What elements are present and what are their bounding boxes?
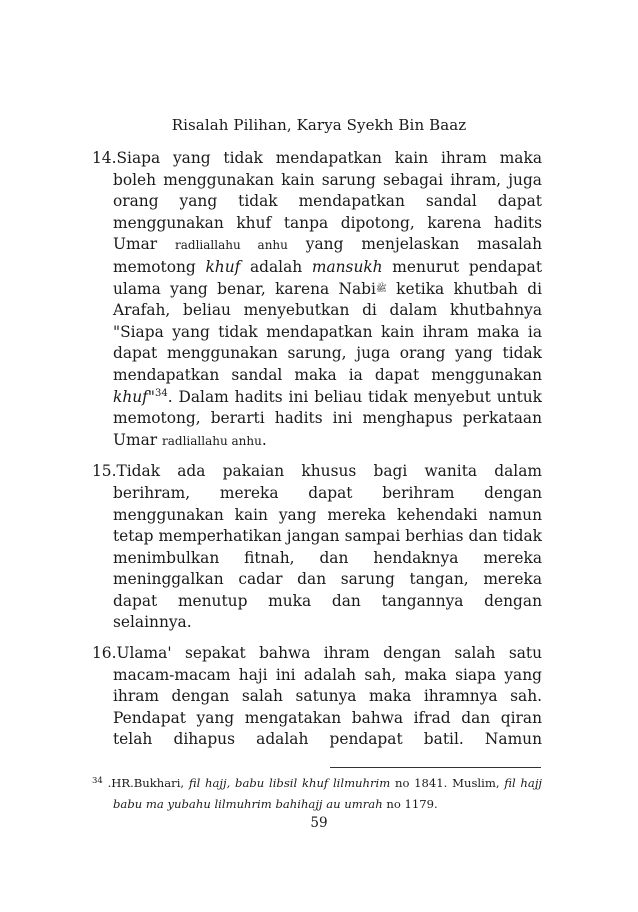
- footnote-italic: fil hajj babu ma yubahu lilmuhrim bahihajj au umrah: [113, 776, 543, 811]
- footnote: [92, 773, 542, 815]
- salawat-symbol: ﷺ: [375, 283, 387, 294]
- body-text: [92, 148, 542, 751]
- list-item-14: [92, 148, 542, 452]
- item-text: yang menjelaskan masalah memotong: [113, 235, 542, 276]
- footnote-text: .HR.Bukhari,: [102, 776, 189, 790]
- item-text: . Dalam hadits ini beliau tidak menyebut untuk memotong, berarti hadits ini menghapus perkataan Umar: [113, 387, 542, 449]
- item-number: 15.: [92, 462, 117, 481]
- footnote-italic: fil hajj, babu libsil khuf lilmuhrim: [188, 776, 391, 790]
- italic-term: khuf: [205, 257, 241, 276]
- list-item-15: [92, 461, 542, 634]
- item-text: Ulama' sepakat bahwa ihram dengan salah satu macam-macam haji ini adalah sah, maka siapa yang ihram dengan salah satunya maka ihramnya sah. Pendapat yang mengatakan bahwa ifrad dan qiran telah dihapus adalah pendapat batil. Namun: [113, 644, 542, 749]
- footnote-number: 34: [92, 776, 103, 786]
- item-text: ": [147, 387, 155, 406]
- page-number: 59: [310, 815, 328, 831]
- honorific-text: radliallahu anhu: [162, 433, 262, 448]
- item-text: adalah: [240, 257, 312, 276]
- footnote-text: no 1179.: [382, 797, 438, 811]
- list-item-16: [92, 643, 542, 751]
- footnote-reference[interactable]: 34: [154, 387, 168, 399]
- item-number: 14.: [92, 149, 117, 167]
- running-header: Risalah Pilihan, Karya Syekh Bin Baaz: [171, 116, 467, 134]
- item-text: .: [261, 430, 267, 449]
- footnote-divider: [330, 767, 541, 768]
- item-number: 16.: [92, 644, 117, 663]
- item-text: Siapa yang tidak mendapatkan kain ihram maka boleh menggunakan kain sarung sebagai ihram, juga orang yang tidak mendapatkan sandal dapat menggunakan khuf tanpa dipotong, karena hadits Umar: [113, 149, 542, 254]
- honorific-text: radliallahu anhu: [175, 238, 288, 253]
- item-text: menurut pendapat ulama yang benar, karena Nabi: [113, 257, 543, 298]
- italic-term: mansukh: [311, 257, 383, 276]
- item-text: Tidak ada pakaian khusus bagi wanita dalam berihram, mereka dapat berihram dengan menggunakan kain yang mereka kehendaki namun tetap memperhatikan jangan sampai berhias dan tidak menimbulkan fitnah, dan hendaknya mereka meninggalkan cadar dan sarung tangan, mereka dapat menutup muka dan tangannya dengan selainnya.: [113, 462, 542, 632]
- footnote-text: no 1841. Muslim,: [390, 776, 505, 790]
- italic-term: khuf: [113, 387, 148, 406]
- item-text: ketika khutbah di Arafah, beliau menyebutkan di dalam khutbahnya "Siapa yang tidak mendapatkan kain ihram maka ia dapat menggunakan sarung, juga orang yang tidak mendapatkan sandal maka ia dapat menggunakan: [113, 279, 542, 384]
